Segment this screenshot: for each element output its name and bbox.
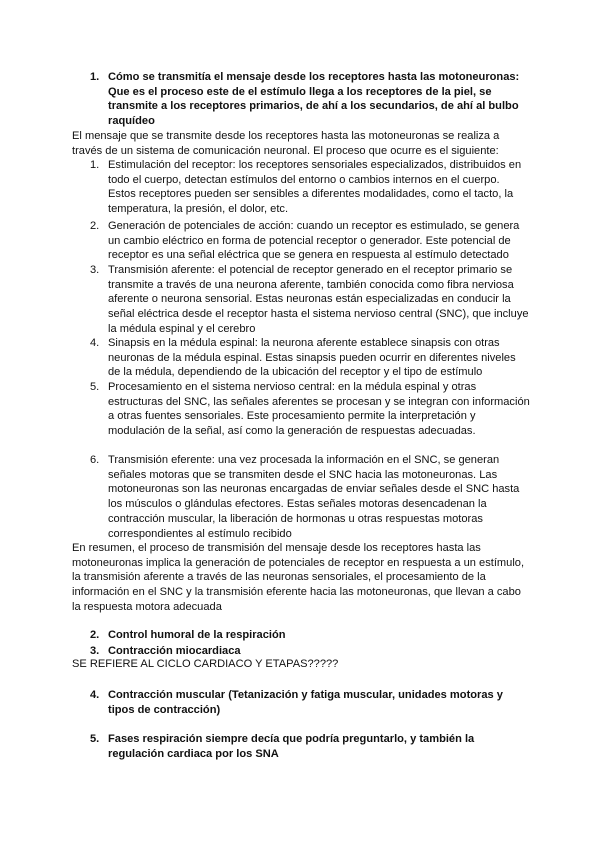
question-2-heading bbox=[90, 628, 530, 643]
question-1-number: 1. bbox=[90, 71, 100, 83]
step-text: Estimulación del receptor: los receptores sensoriales especializados, distribuidos en todo el cuerpo, detectan estímulos del entorno o cambios internos en el cuerpo. Estos receptores pueden ser sensibles a diferentes modalidades, como el tacto, la temperatura, la presión, el dolor, etc. bbox=[108, 159, 522, 216]
question-5-heading bbox=[90, 732, 530, 761]
question-5-title: Fases respiración siempre decía que podría preguntarlo, y también la regulación cardiaca por los SNA bbox=[108, 733, 475, 760]
step-text: Transmisión aferente: el potencial de receptor generado en el receptor primario se transmite a través de una neurona aferente, también conocida como fibra nerviosa aferente o neurona sensorial. Estas neuronas están especializadas en conducir la señal eléctrica desde el receptor hasta el sistema nervioso central (SNC), que incluye la médula espinal y el cerebro bbox=[108, 264, 529, 335]
cardiac-cycle-note: SE REFIERE AL CICLO CARDIACO Y ETAPAS????? bbox=[72, 658, 339, 670]
step-4 bbox=[90, 336, 530, 380]
step-number: 1. bbox=[90, 159, 100, 171]
step-5 bbox=[90, 380, 530, 439]
question-4-heading bbox=[90, 688, 530, 717]
step-number: 3. bbox=[90, 264, 100, 276]
step-1 bbox=[90, 158, 530, 217]
step-text: Generación de potenciales de acción: cuando un receptor es estimulado, se genera un cambio eléctrico en forma de potencial receptor o generador. Este potencial de receptor es una señal eléctrica que se genera en respuesta al estímulo detectado bbox=[108, 220, 520, 262]
step-3 bbox=[90, 263, 530, 337]
question-2-number: 2. bbox=[90, 629, 100, 641]
question-5-number: 5. bbox=[90, 733, 100, 745]
question-4-title: Contracción muscular (Tetanización y fatiga muscular, unidades motoras y tipos de contracción) bbox=[108, 689, 503, 716]
step-text: Transmisión eferente: una vez procesada la información en el SNC, se generan señales motoras que se transmiten desde el SNC hacia las motoneuronas. Las motoneuronas son las neuronas encargadas de enviar señales desde el SNC hasta los músculos o glándulas efectores. Estas señales motoras desencadenan la contracción muscular, la liberación de hormonas u otras respuestas motoras correspondientes al estímulo recibido bbox=[108, 454, 520, 540]
step-number: 2. bbox=[90, 220, 100, 232]
question-3-number: 3. bbox=[90, 645, 100, 657]
question-1-title: Cómo se transmitía el mensaje desde los receptores hasta las motoneuronas: Que es el proceso este de el estímulo llega a los receptores de la piel, se transmite a los receptores primarios, de ahí a los secundarios, de ahí al bulbo raquídeo bbox=[108, 71, 520, 128]
question-3-title: Contracción miocardiaca bbox=[108, 645, 241, 657]
question-4-number: 4. bbox=[90, 689, 100, 701]
step-number: 5. bbox=[90, 381, 100, 393]
step-2 bbox=[90, 219, 530, 263]
question-2-title: Control humoral de la respiración bbox=[108, 629, 286, 641]
step-text: Procesamiento en el sistema nervioso central: en la médula espinal y otras estructuras del SNC, las señales aferentes se procesan y se integran con información a otras fuentes sensoriales. Este procesamiento permite la interpretación y modulación de la señal, así como la generación de respuestas adecuadas. bbox=[108, 381, 530, 438]
step-number: 4. bbox=[90, 337, 100, 349]
summary-paragraph: En resumen, el proceso de transmisión del mensaje desde los receptores hasta las motoneuronas implica la generación de potenciales de receptor en respuesta a un estímulo, la transmisión aferente a través de las neuronas sensoriales, el procesamiento de la información en el SNC y la transmisión eferente hacia las motoneuronas, que llevan a cabo la respuesta motora adecuada bbox=[72, 542, 525, 613]
step-text: Sinapsis en la médula espinal: la neurona aferente establece sinapsis con otras neuronas de la médula espinal. Estas sinapsis pueden ocurrir en diferentes niveles de la médula, dependiendo de la ubicación del receptor y el tipo de estímulo bbox=[108, 337, 516, 379]
step-number: 6. bbox=[90, 454, 100, 466]
step-6 bbox=[90, 453, 530, 541]
intro-paragraph: El mensaje que se transmite desde los receptores hasta las motoneuronas se realiza a través de un sistema de comunicación neuronal. El proceso que ocurre es el siguiente: bbox=[72, 130, 500, 157]
question-1-heading bbox=[90, 70, 530, 129]
